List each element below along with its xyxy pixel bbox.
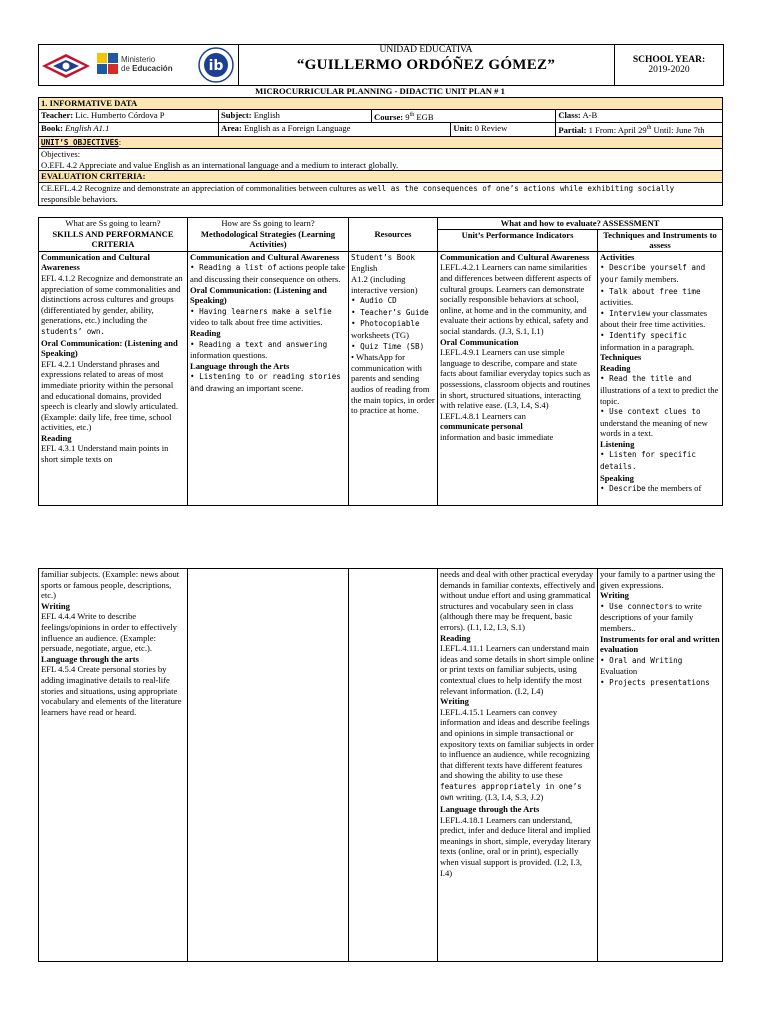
cell-line	[351, 341, 435, 353]
cell-line	[440, 347, 595, 411]
evaluation-title: EVALUATION CRITERIA:	[39, 171, 723, 183]
teacher-value: Lic. Humberto Córdova P	[75, 109, 165, 120]
cell-text-run: I.EFL.4.8.1 Learners can	[440, 410, 526, 421]
objectives-title-cell	[39, 136, 723, 149]
method-cell-p1	[188, 251, 349, 505]
cell-heading: Writing	[41, 600, 70, 611]
cell-heading: Reading	[190, 327, 221, 338]
cell-text-run: needs and deal with other practical everyday demands in familiar contexts, effectively and without undue effort and using grammatical structures and vocabulary seen in class (although there may be frequent, basic errors). (I.1, I.2, I.3, S.1)	[440, 569, 595, 632]
area-value: English as a Foreign Language	[244, 123, 351, 134]
cell-mono-run: • Teacher’s Guide	[351, 307, 429, 317]
school-title-area	[238, 45, 615, 85]
cell-line	[351, 318, 435, 330]
teacher-cell	[39, 109, 219, 122]
cell-heading: Activities	[600, 251, 635, 262]
cell-line	[600, 601, 720, 634]
cell-mono-run: • Interview	[600, 308, 651, 318]
cell-line	[600, 655, 720, 677]
unit-value: 0 Review	[474, 123, 508, 134]
school-year-area	[615, 45, 723, 85]
cell-mono-run: • Audio CD	[351, 296, 397, 306]
cell-text-run: Evaluation	[600, 666, 638, 677]
informative-table	[38, 97, 723, 206]
method-title: Methodological Strategies (Learning Activities)	[200, 228, 336, 250]
cell-line	[41, 359, 185, 433]
resources-cell-p1	[349, 251, 438, 505]
cell-mono-run: • Describe yourself and your	[600, 263, 706, 284]
subject-value: English	[253, 109, 280, 120]
ministry-name	[121, 55, 173, 73]
cell-mono-run: • Projects presentations	[600, 677, 710, 687]
cell-text-run: actions people take and discussing their consequence on others.	[190, 262, 345, 284]
cell-heading: Language through the Arts	[190, 360, 290, 371]
evaluation-text-c: responsible behaviors.	[41, 194, 118, 205]
cell-text-run: information questions.	[190, 350, 268, 361]
cell-heading: Reading	[41, 432, 72, 443]
area-cell	[219, 123, 451, 136]
cell-line	[190, 339, 346, 361]
area-label: Area:	[221, 123, 242, 134]
cell-line	[351, 263, 435, 274]
indicators-cell-p2	[438, 569, 598, 962]
partial-cell	[556, 123, 723, 136]
cell-text-run: your classmates about their free time activities.	[600, 307, 708, 330]
ministry-line-1: Ministerio	[121, 55, 156, 64]
cell-line	[440, 707, 595, 781]
cell-mono-run: • Listen for specific details.	[600, 450, 697, 472]
cell-line	[600, 406, 720, 439]
cell-heading: communicate personal	[440, 421, 523, 432]
cell-text-run: familiar subjects. (Example: news about sports or famous people, descriptions, etc.)	[41, 569, 180, 601]
objectives-text: O.EFL 4.2 Appreciate and value English as an international language and a medium to interact globally.	[41, 159, 399, 170]
evaluation-text-b: well as the consequences of one’s actions while exhibiting socially	[367, 183, 675, 193]
cell-mono-run: Student’s Book	[351, 252, 416, 262]
cell-text-run: family members.	[618, 273, 679, 284]
cell-heading: Communication and Cultural Awareness	[440, 251, 590, 262]
cell-heading: Reading	[600, 362, 631, 373]
cell-line	[440, 643, 595, 696]
cell-heading: Reading	[440, 632, 471, 643]
cell-mono-run: features appropriately in one’s own	[440, 781, 582, 803]
cell-text-run: information and basic immediate	[440, 431, 554, 442]
course-sup: th	[409, 111, 415, 118]
cell-text-run: video to talk about free time activities.	[190, 317, 323, 328]
cell-line	[600, 569, 720, 590]
book-cell	[39, 123, 219, 136]
partial-label: Partial:	[558, 124, 587, 135]
skills-cell-p2	[39, 569, 188, 962]
cell-line	[41, 326, 185, 338]
cell-heading: Writing	[600, 590, 629, 601]
cell-line	[600, 308, 720, 330]
ministry-line-2-prefix: de	[121, 64, 133, 73]
cell-text-run: EFL 4.1.2 Recognize and demonstrate an appreciation of some commonalities and distinctions across cultures and groups (differentiated by gender, ability, generations, etc.) including the	[41, 272, 183, 326]
institution-label: UNIDAD EDUCATIVA	[379, 45, 473, 55]
school-name: “GUILLERMO ORDÓÑEZ GÓMEZ”	[296, 57, 556, 73]
cell-text-run: • WhatsApp for communication with parents and sending audios of reading from the main topics, in order to practice at home.	[351, 352, 435, 416]
logo-area	[39, 45, 239, 85]
techniques-cell-p1	[598, 251, 723, 505]
cell-heading: Techniques	[600, 352, 642, 363]
school-logo-icon	[41, 53, 91, 84]
cell-line	[41, 664, 185, 717]
cell-heading: Communication and Cultural Awareness	[41, 251, 150, 273]
cell-text-run: illustrations of a text to predict the topic.	[600, 384, 719, 406]
cell-line	[351, 274, 435, 295]
course-value: 9	[405, 111, 410, 122]
cell-line	[440, 262, 595, 336]
cell-heading: Communication and Cultural Awareness	[190, 251, 340, 262]
resources-cell-p2	[349, 569, 438, 962]
cell-text-run: EFL 4.4.4 Write to describe feelings/opinions in order to effectively influence an audience. (Example: persuade, negotiate, argue, etc.).	[41, 611, 177, 654]
main-table-page-2	[38, 568, 723, 962]
main-table-page-1	[38, 217, 723, 506]
cell-mono-run: • Use connectors	[600, 601, 674, 611]
techniques-header: Techniques and Instruments to assess	[598, 229, 723, 251]
cell-text-run: your family to a partner using the given expressions.	[600, 569, 716, 590]
cell-text-run: I.EFL.4.9.1 Learners can use simple language to describe, compare and state facts about familiar everyday topics such as possessions, classroom objects and routines in short, structured situations, interacting with relative ease. (I.3, I.4, S.4)	[440, 347, 591, 411]
method-question: How are Ss going to learn?	[221, 218, 315, 228]
cell-heading: Language through the Arts	[440, 804, 540, 815]
resources-title: Resources	[374, 229, 412, 240]
cell-text-run: I.EFL.4.15.1 Learners can convey information and ideas and describe feelings and opinions in simple transactional or expository texts on familiar subjects in order to influence an audience, while recognizing that different texts have different features and showing the ability to use these	[440, 706, 594, 781]
cell-heading: Writing	[440, 696, 469, 707]
subject-cell	[219, 109, 372, 122]
cell-text-run: to write descriptions of your family members..	[600, 600, 702, 633]
skills-header	[39, 218, 188, 252]
indicators-header: Unit’s Performance Indicators	[438, 229, 598, 251]
cell-text-run: EFL 4.5.4 Create personal stories by adding imaginative details to real-life stories and situations, using appropriate vocabulary and elements of the literature learners have read or heard.	[41, 664, 182, 717]
cell-line	[41, 611, 185, 653]
objectives-title: UNIT’S OBJECTIVES	[41, 137, 119, 147]
cell-mono-run: • Quiz Time (SB)	[351, 341, 425, 351]
cell-line	[351, 295, 435, 307]
ministry-line-2-bold: Educación	[132, 64, 173, 73]
cell-line	[440, 432, 595, 443]
cell-mono-run: • Read the title and	[600, 374, 692, 384]
cell-text-run: activities.	[600, 297, 634, 308]
cell-line	[351, 352, 435, 416]
cell-line	[190, 371, 346, 394]
school-year-label: SCHOOL YEAR:	[632, 55, 706, 65]
cell-line	[440, 815, 595, 879]
cell-line	[190, 262, 346, 284]
cell-line	[600, 483, 720, 495]
cell-line	[600, 262, 720, 285]
cell-line	[600, 373, 720, 406]
cell-line	[440, 569, 595, 633]
cell-line	[351, 307, 435, 319]
partial-sup: th	[646, 125, 652, 132]
cell-mono-run: • Identify specific	[600, 330, 687, 340]
cell-line	[41, 569, 185, 601]
plan-title: MICROCURRICULAR PLANNING - DIDACTIC UNIT PLAN # 1	[255, 86, 505, 96]
skills-title: SKILLS AND PERFORMANCE CRITERIA	[52, 228, 174, 250]
skills-question: What are Ss going to learn?	[65, 218, 161, 228]
cell-mono-run: • Photocopiable	[351, 319, 420, 329]
book-label: Book:	[41, 123, 63, 134]
evaluation-text-a: CE.EFL.4.2 Recognize and demonstrate an appreciation of commonalities between cultures as	[41, 182, 368, 193]
cell-text-run: I.EFL.4.18.1 Learners can understand, predict, infer and deduce literal and implied meanings in short, simple, everyday literary texts (online, oral or in print), especially when visual support is provided. (I.2, I.3, I.4)	[440, 814, 592, 878]
cell-line	[440, 411, 595, 422]
cell-mono-run: • Talk about free time	[600, 286, 701, 296]
cell-text-run: information in a paragraph.	[600, 341, 695, 352]
cell-text-run: worksheets (TG)	[351, 329, 409, 340]
cell-text-run: writing. (I.3, I.4, S.3, J.2)	[453, 792, 544, 803]
cell-mono-run: • Reading a text and answering	[190, 339, 328, 349]
cell-heading: Language through the arts	[41, 653, 139, 664]
ministry-line-2	[121, 64, 173, 73]
indicators-cell-p1	[438, 251, 598, 505]
objectives-cell	[39, 149, 723, 171]
cell-line	[440, 781, 595, 804]
ib-seal-icon	[197, 47, 235, 88]
cell-text-run: EFL 4.3.1 Understand main points in short simple texts on	[41, 443, 169, 465]
cell-line	[190, 306, 346, 328]
cell-heading: Speaking	[600, 472, 634, 483]
cell-line	[41, 443, 185, 464]
cell-text-run: I.EFL.4.11.1 Learners can understand main ideas and some details in short simple online or print texts on familiar subjects, using contextual clues to help identify the most relevant information. (I.2, I.4)	[440, 643, 594, 696]
cell-mono-run: • Listening to or reading stories and	[190, 372, 341, 393]
cell-text-run: A1.2 (including interactive version)	[351, 273, 418, 295]
partial-from: 1 From: April 29	[588, 124, 647, 135]
cell-mono-run: • Use context clues to	[600, 407, 701, 417]
book-value: English A1.1	[65, 123, 110, 134]
cell-text-run: I.EFL.4.2.1 Learners can name similarities and differences between different aspects of cultural groups. Learners can demonstrate socially responsible behaviors at school, online, at home and in the community, and evaluate their actions by ethical, safety and social standards. (J.3, S.1, I.1)	[440, 262, 592, 336]
cell-line	[600, 677, 720, 689]
class-value: A-B	[582, 109, 598, 120]
method-cell-p2	[188, 569, 349, 962]
cell-heading: Listening	[600, 438, 635, 449]
class-cell	[556, 109, 723, 122]
unit-label: Unit:	[453, 123, 473, 134]
subject-label: Subject:	[221, 109, 252, 120]
objectives-label: Objectives:	[41, 149, 81, 160]
cell-heading: Instruments for oral and written evaluation	[600, 633, 720, 655]
partial-until: Until: June 7th	[653, 124, 705, 135]
cell-heading: Oral Communication: (Listening and Speaking)	[190, 284, 327, 306]
cell-text-run: the members of	[645, 483, 702, 494]
cell-line	[600, 330, 720, 352]
cell-line	[41, 273, 185, 326]
evaluation-cell	[39, 182, 723, 205]
cell-mono-run: students’ own.	[41, 326, 106, 336]
cell-mono-run: • Having learners make a selfie	[190, 306, 332, 316]
ministry-logo-icon	[97, 51, 119, 84]
cell-mono-run: • Reading a list of	[190, 263, 277, 273]
course-suffix: EGB	[416, 111, 434, 122]
course-cell	[372, 109, 556, 122]
unit-cell	[451, 123, 556, 136]
cell-line	[600, 449, 720, 472]
cell-line	[351, 252, 435, 264]
method-header	[188, 218, 349, 252]
cell-mono-run: • Describe	[600, 484, 646, 494]
informative-section-label: 1. INFORMATIVE DATA	[39, 98, 723, 110]
cell-text-run: English	[351, 263, 378, 274]
cell-text-run: drawing an important scene.	[203, 382, 304, 393]
course-label: Course:	[374, 111, 404, 122]
resources-header	[349, 218, 438, 252]
school-year: 2019-2020	[648, 65, 690, 75]
cell-heading: Oral Communication: (Listening and Speaking)	[41, 337, 178, 359]
ib-seal-text: ib	[208, 58, 224, 74]
cell-mono-run: • Oral and Writing	[600, 655, 683, 665]
teacher-label: Teacher:	[41, 109, 74, 120]
header-block	[38, 44, 724, 86]
cell-text-run: understand the meaning of new words in a text.	[600, 417, 708, 439]
cell-heading: Oral Communication	[440, 336, 519, 347]
objectives-title-colon: :	[118, 136, 122, 147]
cell-line	[600, 286, 720, 308]
cell-line	[351, 330, 435, 341]
assessment-header: What and how to evaluate? ASSESSMENT	[438, 218, 723, 230]
techniques-cell-p2	[598, 569, 723, 962]
class-label: Class:	[558, 109, 581, 120]
cell-text-run: EFL 4.2.1 Understand phrases and expressions related to areas of most immediate priority within the personal and educational domains, provided speech is clearly and slowly articulated. (Example: daily life, free time, school activities, etc.)	[41, 358, 178, 433]
skills-cell-p1	[39, 251, 188, 505]
